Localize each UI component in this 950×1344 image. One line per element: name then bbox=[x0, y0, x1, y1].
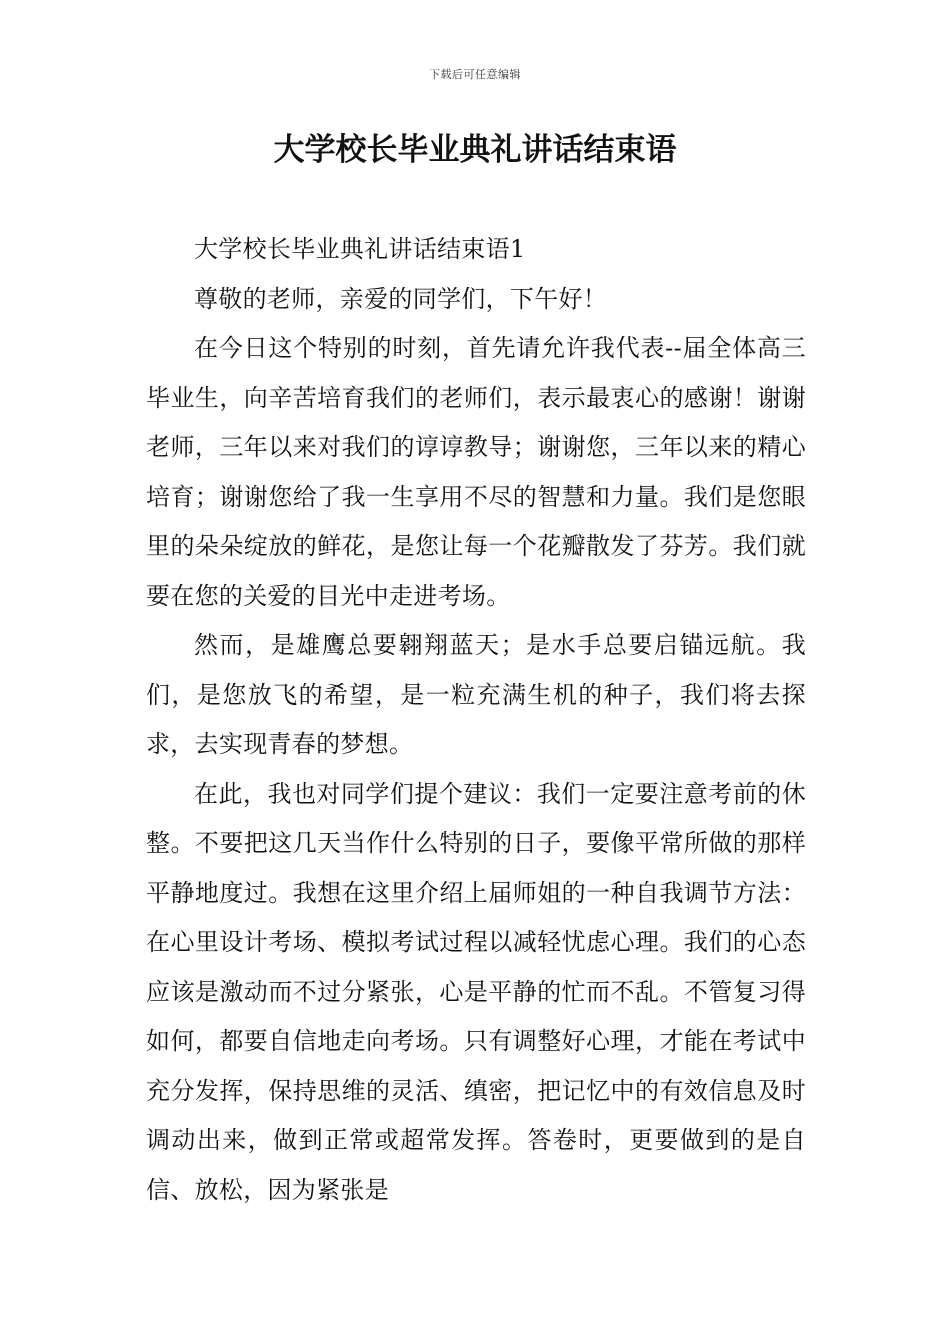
paragraph-subtitle: 大学校长毕业典礼讲话结束语1 bbox=[194, 235, 526, 263]
paragraph-thanks: 在今日这个特别的时刻，首先请允许我代表--届全体高三毕业生，向辛苦培育我们的老师们，表示最衷心的感谢！谢谢老师，三年以来对我们的谆谆教导；谢谢您，三年以来的精心培育；谢谢您给了我一生享用不尽的智慧和力量。我们是您眼里的朵朵绽放的鲜花，是您让每一个花瓣散发了芬芳。我们就要在您的关爱的目光中走进考场。 bbox=[146, 334, 806, 610]
paragraph-advice: 在此，我也对同学们提个建议：我们一定要注意考前的休整。不要把这几天当作什么特别的日子，要像平常所做的那样平静地度过。我想在这里介绍上届师姐的一种自我调节方法：在心里设计考场、模拟考试过程以减轻忧虑心理。我们的心态应该是激动而不过分紧张，心是平静的忙而不乱。不管复习得如何，都要自信地走向考场。只有调整好心理，才能在考试中充分发挥，保持思维的灵活、缜密，把记忆中的有效信息及时调动出来，做到正常或超常发挥。答卷时，更要做到的是自信、放松，因为紧张是 bbox=[146, 779, 806, 1204]
paragraph-greeting: 尊敬的老师，亲爱的同学们，下午好！ bbox=[194, 284, 608, 313]
document-body bbox=[146, 225, 806, 1215]
paragraph-hope: 然而，是雄鹰总要翱翔蓝天；是水手总要启锚远航。我们，是您放飞的希望，是一粒充满生机的种子，我们将去探求，去实现青春的梦想。 bbox=[146, 631, 806, 758]
header-note: 下载后可任意编辑 bbox=[429, 68, 521, 81]
document-title: 大学校长毕业典礼讲话结束语 bbox=[273, 132, 677, 168]
